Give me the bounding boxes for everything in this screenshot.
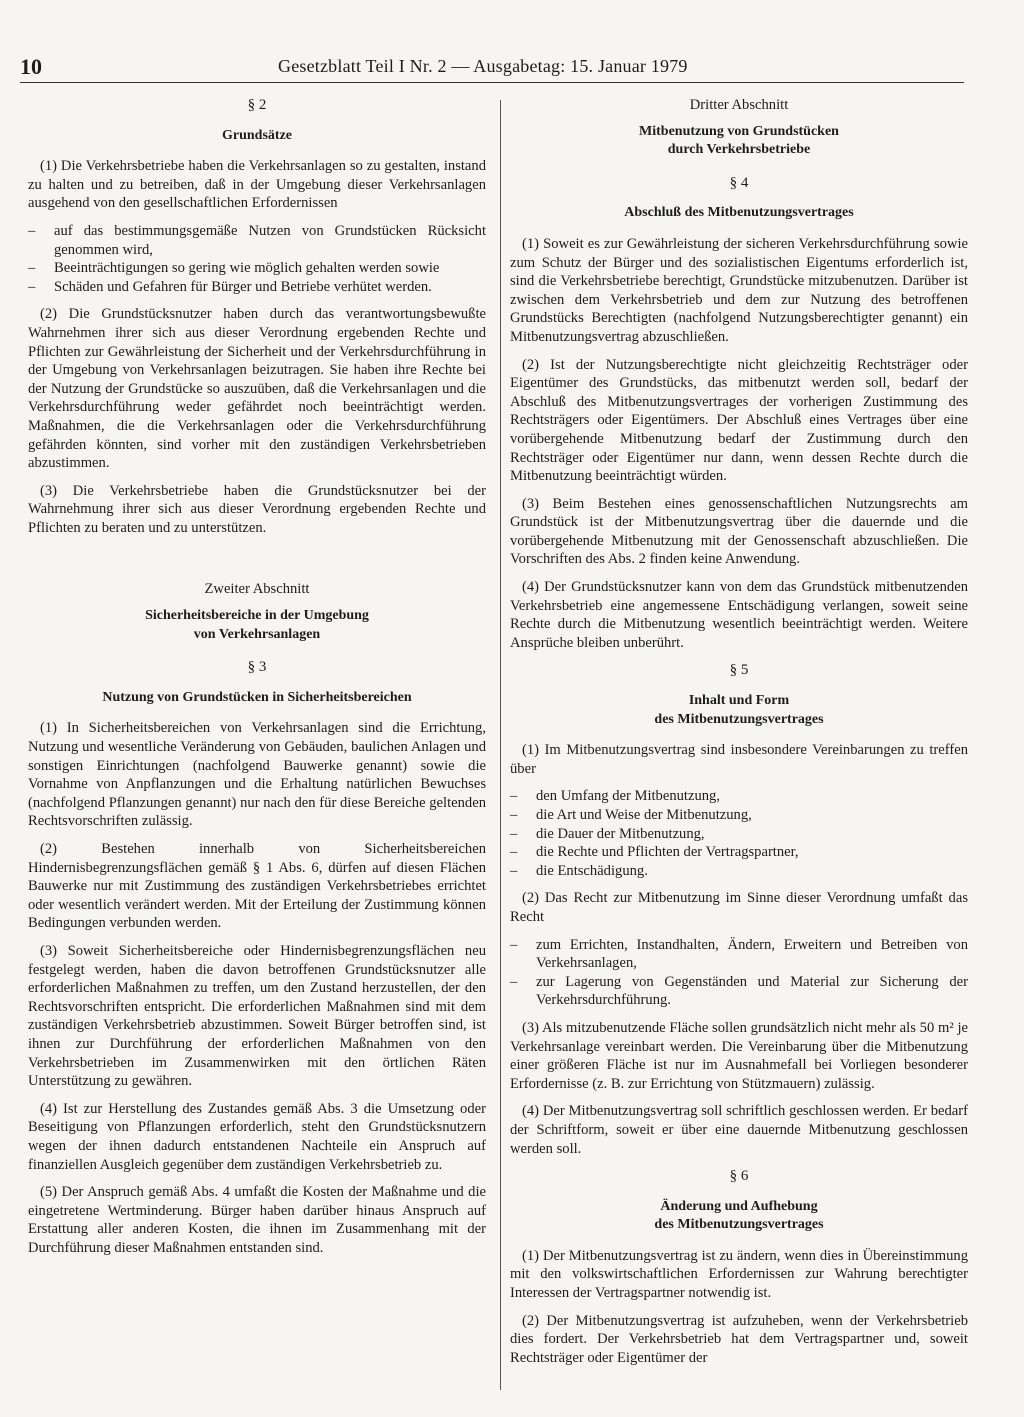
section-5-title: Inhalt und Form des Mitbenutzungsvertrages [654, 693, 824, 727]
section-5-para-2: (2) Das Recht zur Mitbenutzung im Sinne dieser Verordnung umfaßt das Recht [510, 890, 968, 925]
list-item: – die Entschädigung. [510, 862, 648, 879]
section-5-para-4: (4) Der Mitbenutzungsvertrag soll schriftlich geschlossen werden. Er bedarf der Schriftform, soweit er über eine dauernde Mitbenutzung geschlossen werden soll. [510, 1103, 968, 1157]
section-6-title: Änderung und Aufhebung des Mitbenutzungsvertrages [654, 1198, 824, 1233]
section-2-number: § 2 [247, 97, 267, 113]
section-2-para-1: (1) Die Verkehrsbetriebe haben die Verkehrsanlagen so zu gestalten, instand zu halten und zu betreiben, daß in der Umgebung dieser Verkehrsanlagen ausgehend von den gesellschaftlichen Erfordernissen [28, 158, 486, 212]
list-item: – auf das bestimmungsgemäße Nutzen von Grundstücken Rücksicht genommen wird, [28, 222, 486, 258]
column-divider [500, 100, 501, 1390]
section-5-para-3: (3) Als mitzubenutzende Fläche sollen grundsätzlich nicht mehr als 50 m² je Verkehrsanlage vereinbart werden. Die Vereinbarung über die Mitbenutzung einer größeren Fläche ist nur im Ausnahmefall bei Vorliegen besonderer Erfordernisse (z. B. zur Errichtung von Stützmauern) zulässig. [510, 1019, 968, 1092]
chapter-3-label: Dritter Abschnitt [689, 97, 789, 113]
list-item: – die Dauer der Mitbenutzung, [510, 825, 705, 842]
page-header [20, 52, 964, 83]
section-5-number: § 5 [729, 662, 749, 679]
section-4-number: § 4 [729, 174, 749, 191]
section-4-para-3: (3) Beim Bestehen eines genossenschaftlichen Nutzungsrechts am Grundstück ist der Mitbenutzungsvertrag über die dauernde und die vorübergehende Mitbenutzung mit der Genossenschaft abzuschließen. Die Vorschriften des Abs. 2 finden keine Anwendung. [510, 495, 968, 568]
list-item: – zum Errichten, Instandhalten, Ändern, Erweitern und Betreiben von Verkehrsanlagen, [510, 936, 968, 972]
list-item: – zur Lagerung von Gegenständen und Material zur Sicherung der Verkehrsdurchführung. [510, 973, 968, 1009]
section-4-para-1: (1) Soweit es zur Gewährleistung der sicheren Verkehrsdurchführung sowie zum Schutz der Bürger und des sozialistischen Eigentums erforderlich ist, sind die Verkehrsbetriebe berechtigt, Grundstücke mitzubenutzen. Darüber ist zwischen dem Verkehrsbetrieb und dem zur Nutzung des betroffenen Grundstücks Berechtigten (nachfolgend Nutzungsberechtigter genannt) ein Mitbenutzungsvertrag abzuschließen. [510, 235, 968, 345]
left-column [28, 96, 486, 1266]
section-3-number: § 3 [247, 659, 267, 676]
section-4-title: Abschluß des Mitbenutzungsvertrages [624, 205, 854, 221]
section-6-number: § 6 [729, 1168, 749, 1185]
list-item: – den Umfang der Mitbenutzung, [510, 788, 720, 805]
section-3-para-3: (3) Soweit Sicherheitsbereiche oder Hindernisbegrenzungsflächen neu festgelegt werden, haben die davon betroffenen Grundstücksnutzer alle erforderlichen Maßnahmen zu treffen, um den Zustand herzustellen, der den Rechtsvorschriften entspricht. Die erforderlichen Maßnahmen sind mit dem zuständigen Verkehrsbetrieb abzustimmen. Soweit Bürger betroffen sind, ist ihnen zur Durchführung der erforderlichen Maßnahmen von den Verkehrsbetrieben im Zusammenwirken mit den örtlichen Räten Unterstützung zu gewähren. [28, 942, 486, 1090]
section-2-list [28, 222, 486, 296]
list-item: – Schäden und Gefahren für Bürger und Betriebe verhütet werden. [28, 278, 432, 295]
chapter-2-title: Sicherheitsbereiche in der Umgebung von Verkehrsanlagen [145, 608, 369, 642]
list-item: – die Rechte und Pflichten der Vertragspartner, [510, 844, 799, 861]
section-2-para-3: (3) Die Verkehrsbetriebe haben die Grundstücksnutzer bei der Wahrnehmung ihrer sich aus dieser Verordnung ergebenden Rechte und Pflichten zu beraten und zu unterstützen. [28, 482, 486, 536]
chapter-2-label: Zweiter Abschnitt [204, 581, 310, 598]
section-2-title: Grundsätze [222, 127, 292, 143]
section-5-list-2 [510, 936, 968, 1010]
running-head: Gesetzblatt Teil I Nr. 2 — Ausgabetag: 15. Januar 1979 [278, 56, 688, 76]
section-2-para-2: (2) Die Grundstücksnutzer haben durch das verantwortungsbewußte Wahrnehmen ihrer sich aus dieser Verordnung ergebenden Rechte und Pflichten zur Gewährleistung der Sicherheit und der Verkehrsdurchführung in der Umgebung von Verkehrsanlagen beizutragen. Sie haben ihre Rechte bei der Nutzung der Grundstücke so auszuüben, daß die Verkehrsanlagen und die Verkehrsdurchführung weder gefährdet noch beeinträchtigt werden. Maßnahmen, die die Verkehrsanlagen oder die Verkehrsdurchführung gefährden könnten, sind vorher mit den zuständigen Verkehrsbetrieben abzustimmen. [28, 306, 486, 472]
page-number: 10 [20, 54, 42, 79]
section-5-list-1 [510, 787, 968, 880]
section-3-para-1: (1) In Sicherheitsbereichen von Verkehrsanlagen sind die Errichtung, Nutzung und wesentliche Veränderung von Gebäuden, baulichen Anlagen und sonstigen Einrichtungen (nachfolgend Bauwerke genannt) sowie die Vornahme von Anpflanzungen und die Erhaltung natürlichen Bewuchses (nachfolgend Pflanzungen genannt) nur nach den für diese Bereiche geltenden Rechtsvorschriften zulässig. [28, 720, 486, 830]
right-column [510, 96, 968, 1376]
section-3-title: Nutzung von Grundstücken in Sicherheitsbereichen [102, 689, 412, 705]
section-4-para-4: (4) Der Grundstücksnutzer kann von dem das Grundstück mitbenutzenden Verkehrsbetrieb eine angemessene Entschädigung verlangen, soweit seine Rechte durch die Mitbenutzung wesentlich beeinträchtigt werden. Weitere Ansprüche bleiben unberührt. [510, 579, 968, 651]
section-3-para-4: (4) Ist zur Herstellung des Zustandes gemäß Abs. 3 die Umsetzung oder Beseitigung von Pflanzungen erforderlich, steht den Grundstücksnutzern wegen der ihnen dadurch entstandenen Nachteile ein Anspruch auf finanziellen Ausgleich gegenüber dem zuständigen Verkehrsbetrieb zu. [28, 1100, 486, 1173]
chapter-3-title: Mitbenutzung von Grundstücken durch Verkehrsbetriebe [639, 123, 839, 158]
section-6-para-1: (1) Der Mitbenutzungsvertrag ist zu ändern, wenn dies in Übereinstimmung mit den volkswirtschaftlichen Erfordernissen zur Wahrung berechtigter Interessen der Vertragspartner notwendig ist. [510, 1247, 968, 1302]
section-3-para-2: (2) Bestehen innerhalb von Sicherheitsbereichen Hindernisbegrenzungsflächen gemäß § 1 Abs. 6, dürfen auf diesen Flächen Bauwerke nur mit Zustimmung des zuständigen Verkehrsbetriebes errichtet oder wesentlich verändert werden. Mit der Erteilung der Zustimmung können Bedingungen verbunden werden. [28, 841, 486, 932]
section-3-para-5: (5) Der Anspruch gemäß Abs. 4 umfaßt die Kosten der Maßnahme und die eingetretene Wertminderung. Bürger haben darüber hinaus Anspruch auf Erstattung aller anderen Kosten, die ihnen im Zusammenhang mit der Durchführung dieser Maßnahmen entstanden sind. [28, 1184, 486, 1256]
section-6-para-2: (2) Der Mitbenutzungsvertrag ist aufzuheben, wenn der Verkehrsbetrieb dies fordert. Der Verkehrsbetrieb hat dem Vertragspartner und, soweit Rechtsträger oder Eigentümer der [510, 1312, 968, 1366]
section-4-para-2: (2) Ist der Nutzungsberechtigte nicht gleichzeitig Rechtsträger oder Eigentümer des Grundstücks, das mitbenutzt werden soll, bedarf der Abschluß des Mitbenutzungsvertrages der vorherigen Zustimmung des Rechtsträgers oder Eigentümers. Der Abschluß eines Vertrages über eine vorübergehende Mitbenutzung bedarf der Zustimmung durch den Rechtsträger oder Eigentümer nur dann, wenn dessen Rechte durch die Mitbenutzung beeinträchtigt würden. [510, 356, 968, 485]
list-item: – Beeinträchtigungen so gering wie möglich gehalten werden sowie [28, 260, 440, 277]
list-item: – die Art und Weise der Mitbenutzung, [510, 807, 752, 823]
section-5-para-1: (1) Im Mitbenutzungsvertrag sind insbesondere Vereinbarungen zu treffen über [510, 742, 968, 777]
